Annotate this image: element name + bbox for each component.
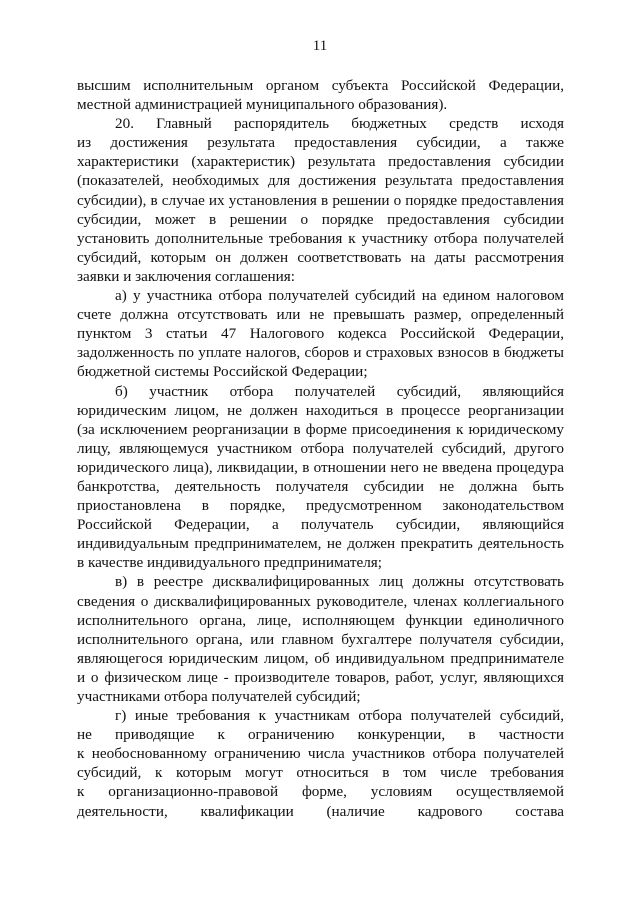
text-line: и о физическом лице - производителе товаров, работ, услуг, являющихся [77, 668, 564, 686]
text-line: из достижения результата предоставления субсидии, а также [77, 134, 564, 152]
text-line: Российской Федерации, а получатель субсидии, являющийся [77, 516, 564, 534]
text-line: субсидий, которым он должен соответствовать на даты рассмотрения [77, 248, 564, 266]
text-line: банкротства, деятельность получателя субсидии не должна быть [77, 477, 564, 495]
text-line: г) иные требования к участникам отбора получателей субсидий, [115, 707, 564, 725]
text-line: бюджетной системы Российской Федерации; [77, 363, 368, 381]
text-line: деятельности, квалификации (наличие кадрового состава [77, 802, 564, 820]
text-line: субсидии), в случае их установления в решении о порядке предоставления [77, 191, 564, 209]
text-line: участниками отбора получателей субсидий; [77, 688, 361, 705]
text-line: характеристики (характеристик) результата предоставления субсидии [77, 153, 564, 171]
text-line: юридического лица), ликвидации, в отношении него не введена процедура [77, 458, 564, 476]
text-line: 20. Главный распорядитель бюджетных средств исходя [115, 115, 564, 133]
page-number: 11 [312, 38, 328, 54]
text-line: а) у участника отбора получателей субсидий на едином налоговом [115, 287, 564, 305]
document-body [77, 76, 564, 821]
text-line: лицу, являющемуся участником отбора получателей субсидий, другого [77, 439, 564, 457]
text-line: исполнительного органа, или главном бухгалтере получателя субсидии, [77, 630, 564, 648]
text-line: заявки и заключения соглашения: [77, 267, 296, 285]
text-line: к необоснованному ограничению числа участников отбора получателей [77, 745, 564, 763]
text-line: юридическим лицом, не должен находиться в процессе реорганизации [77, 401, 564, 419]
text-line: в) в реестре дисквалифицированных лиц должны отсутствовать [115, 573, 564, 591]
text-line: местной администрацией муниципального образования). [77, 96, 448, 114]
text-line: (показателей, необходимых для достижения результата предоставления [77, 172, 564, 190]
text-line: сведения о дисквалифицированных руководителе, членах коллегиального [77, 592, 564, 610]
text-line: задолженность по уплате налогов, сборов и страховых взносов в бюджеты [77, 344, 564, 362]
text-line: счете должна отсутствовать или не превышать размер, определенный [77, 306, 564, 324]
text-line: являющегося юридическим лицом, об индивидуальном предпринимателе [77, 649, 564, 667]
text-line: к организационно-правовой форме, условиям осуществляемой [77, 783, 564, 801]
text-line: высшим исполнительным органом субъекта Российской Федерации, [77, 77, 564, 94]
text-line: исполнительного органа, лице, исполняющем функции единоличного [77, 611, 564, 629]
text-line: установить дополнительные требования к участнику отбора получателей [77, 229, 564, 247]
text-line: субсидии, может в решении о порядке предоставления субсидии [77, 210, 564, 228]
text-line: не приводящие к ограничению конкуренции, в частности [77, 726, 564, 744]
text-line: приостановлена в порядке, предусмотренном законодательством [77, 497, 564, 515]
text-line: в качестве индивидуального предпринимателя; [77, 554, 382, 572]
text-line: пунктом 3 статьи 47 Налогового кодекса Российской Федерации, [77, 325, 564, 343]
text-line: (за исключением реорганизации в форме присоединения к юридическому [77, 420, 564, 438]
text-line: индивидуальным предпринимателем, не должен прекратить деятельность [77, 535, 564, 553]
text-line: субсидий, к которым могут относиться в том числе требования [77, 764, 564, 782]
text-line: б) участник отбора получателей субсидий, являющийся [115, 382, 564, 400]
